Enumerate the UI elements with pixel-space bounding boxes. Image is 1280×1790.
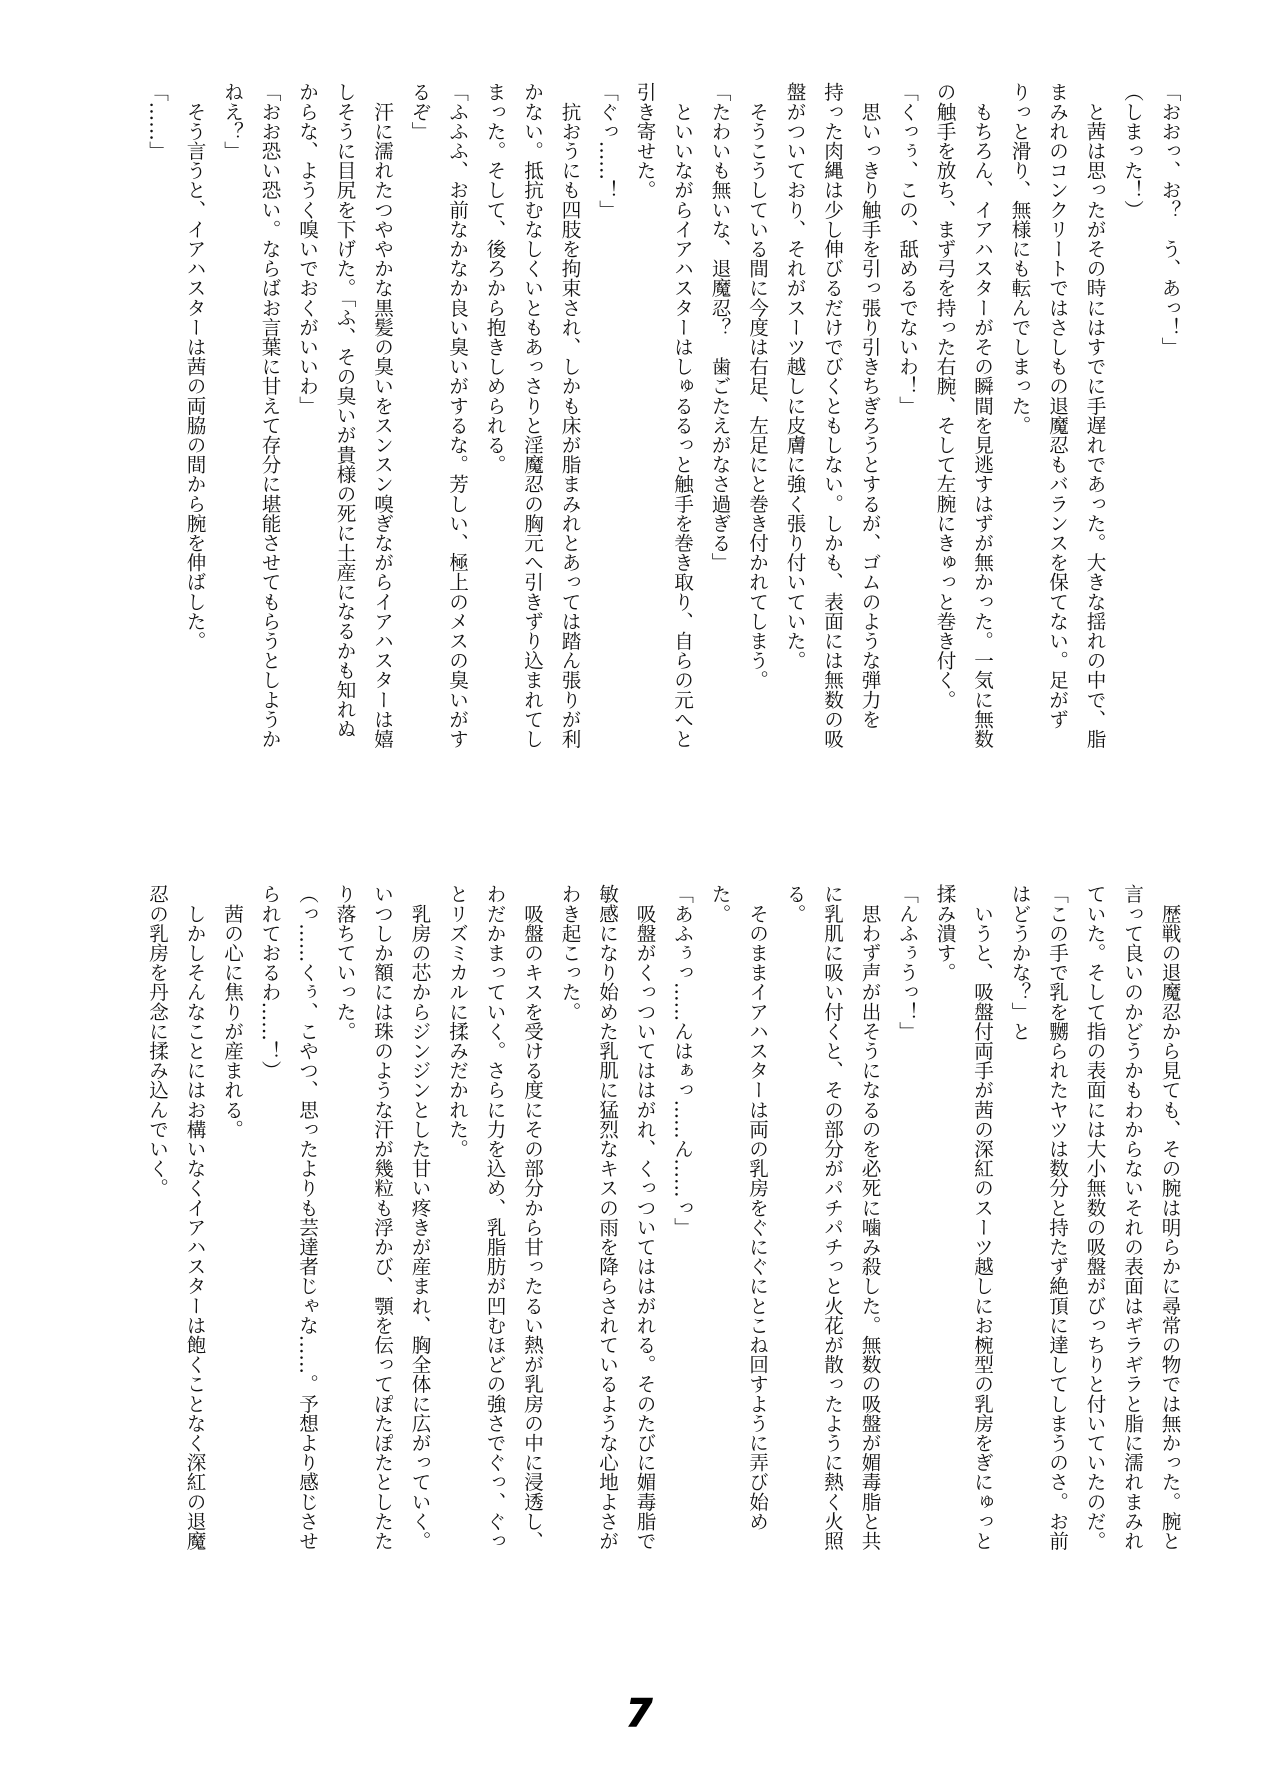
text-line: 「ぐっ……！」 [595,82,619,220]
text-line: 忍の乳房を丹念に揉み込んでいく。 [145,884,169,1198]
text-line: 「おお恐い恐い。ならばお言葉に甘えて存分に堪能させてもらうとしようか [258,82,281,749]
text-line: りっと滑り、無様にも転んでしまった。 [1008,82,1031,435]
text-line: （しまった！） [1120,82,1144,220]
text-line: まった。そして、後ろから抱きしめられる。 [483,82,506,474]
text-line: 吸盤がくっついてははがれ、くっついてははがれる。そのたびに媚毒脂で [633,884,656,1551]
text-line: そうこうしている間に今度は右足、左足にと巻き付かれてしまう。 [745,82,769,690]
text-line: いうと、吸盤付両手が茜の深紅のスーツ越しにお椀型の乳房をぎにゅっと [970,884,994,1551]
text-line: 汗に濡れたつややかな黒髪の臭いをスンスン嗅ぎながらイアハスターは嬉 [370,82,394,749]
text-line: と茜は思ったがその時にはすでに手遅れであった。大きな揺れの中で、脂 [1083,82,1106,749]
text-line: そう言うと、イアハスターは茜の両脇の間から腕を伸ばした。 [183,82,206,651]
text-line: とリズミカルに揉みだかれた。 [445,884,469,1159]
lower-text-block [138,884,1188,1619]
text-line: 思いっきり触手を引っ張り引きちぎろうとするが、ゴムのような弾力を [858,82,881,729]
text-line: といいながらイアハスターはしゅるるっと触手を巻き取り、自らの元へと [670,82,694,749]
text-line: 乳房の芯からジンジンとした甘い疼きが産まれ、胸全体に広がっていく。 [408,884,431,1551]
text-line: 「たわいも無いな、退魔忍？ 歯ごたえがなさ過ぎる」 [708,82,731,572]
text-line: 持った肉縄は少し伸びるだけでびくともしない。しかも、表面には無数の吸 [820,82,844,749]
text-line: 「んふぅうっ！」 [895,884,919,1041]
text-line: （っ……くぅ、こやつ、思ったよりも芸達者じゃな……。予想より感じさせ [295,884,319,1551]
text-line: の触手を放ち、まず弓を持った右腕、そして左腕にきゅっと巻き付く。 [933,82,956,710]
page-number: 7 [626,1691,653,1735]
text-line: るぞ」 [408,82,431,141]
text-line: に乳肌に吸い付くと、その部分がパチパチっと火花が散ったように熱く火照 [820,884,844,1551]
upper-text-block [138,82,1188,817]
text-line: 敏感になり始めた乳肌に猛烈なキスの雨を降らされているような心地よさが [595,884,619,1551]
text-line: わき起こった。 [558,884,581,1022]
text-line: 吸盤のキスを受ける度にその部分から甘ったるい熱が乳房の中に浸透し、 [520,884,544,1551]
text-line: からな、ようく嗅いでおくがいいわ」 [295,82,319,416]
text-line: 「くっぅ、この、舐めるでないわ！」 [895,82,919,416]
text-line: かない。抵抗むなしくいともあっさりと淫魔忍の胸元へ引きずり込まれてし [520,82,544,749]
text-line: はどうかな？」と [1008,884,1031,1041]
text-line: た。 [708,884,731,924]
text-line: 言って良いのかどうかもわからないそれの表面はギラギラと脂に濡れまみれ [1120,884,1144,1551]
text-line: 「おおっ、お？ う、あっ！」 [1158,82,1181,357]
text-line: 揉み潰す。 [933,884,956,982]
text-line: 抗おうにも四肢を拘束され、しかも床が脂まみれとあっては踏ん張りが利 [558,82,581,749]
text-line: 「この手で乳を嬲られたヤツは数分と持たず絶頂に達してしまうのさ。お前 [1045,884,1069,1551]
text-line: ねえ？」 [220,82,244,161]
text-line: しそうに目尻を下げた。「ふ、その臭いが貴様の死に土産になるかも知れぬ [333,82,356,739]
text-line: 「……」 [145,82,169,161]
text-line: 茜の心に焦りが産まれる。 [220,884,244,1139]
text-line: られておるわ……！） [258,884,281,1080]
text-line: 歴戦の退魔忍から見ても、その腕は明らかに尋常の物では無かった。腕と [1158,884,1181,1551]
text-line: 盤がついており、それがスーツ越しに皮膚に強く張り付いていた。 [783,82,806,670]
text-line: る。 [783,884,806,924]
text-line: わだかまっていく。さらに力を込め、乳脂肪が凹むほどの強さでぐっ、ぐっ [483,884,506,1551]
text-line: 思わず声が出そうになるのを必死に噛み殺した。無数の吸盤が媚毒脂と共 [858,884,881,1551]
text-line: 引き寄せた。 [633,82,656,200]
text-line: 「ふふふ、お前なかなか良い臭いがするな。芳しい、極上のメスの臭いがす [445,82,469,749]
text-line: いつしか額には珠のような汗が幾粒も浮かび、顎を伝ってぽたぽたとしたた [370,884,394,1551]
text-line: もちろん、イアハスターがその瞬間を見逃すはずが無かった。一気に無数 [970,82,994,749]
text-line: り落ちていった。 [333,884,356,1041]
text-line: 「あふぅっ……んはぁっ……ん……っ」 [670,884,694,1237]
text-line: しかしそんなことにはお構いなくイアハスターは飽くことなく深紅の退魔 [183,884,206,1551]
text-line: まみれのコンクリートではさしもの退魔忍もバランスを保てない。足がず [1045,82,1069,729]
text-line: ていた。そして指の表面には大小無数の吸盤がびっちりと付いていたのだ。 [1083,884,1106,1551]
text-line: そのままイアハスターは両の乳房をぐにぐにとこね回すように弄び始め [745,884,769,1531]
